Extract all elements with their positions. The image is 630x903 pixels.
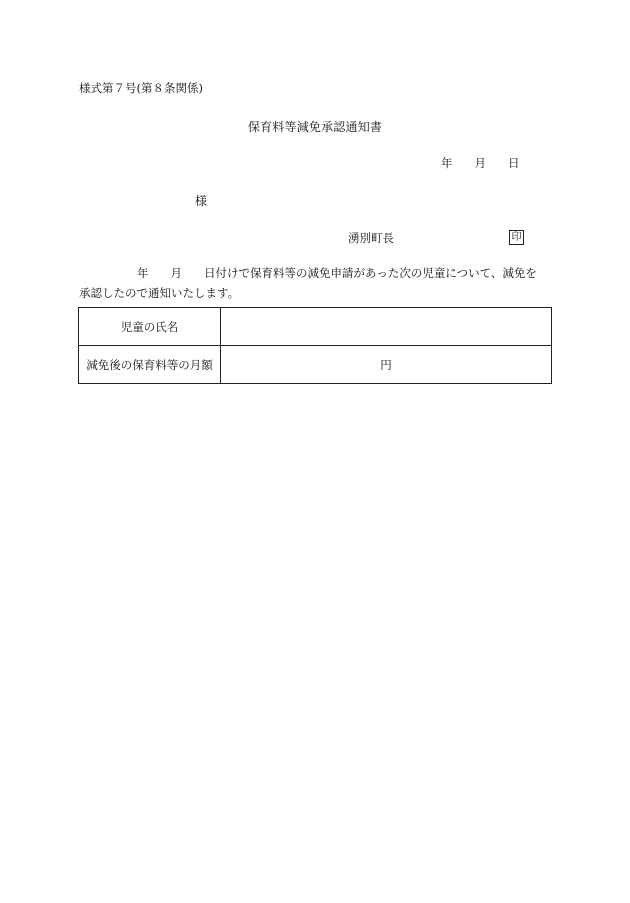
- table-row: [79, 346, 552, 384]
- body-month-label: 月: [170, 266, 182, 280]
- seal-label: 印: [511, 232, 522, 243]
- body-year-label: 年: [137, 266, 149, 280]
- date-month-label: 月: [474, 156, 486, 170]
- table-label-cell: 減免後の保育料等の月額: [79, 346, 221, 384]
- date-line: [441, 156, 520, 170]
- document-title: 保育料等減免承認通知書: [247, 120, 383, 134]
- issuer-name: 湧別町長: [348, 231, 394, 245]
- table-label-cell: 児童の氏名: [79, 308, 221, 346]
- form-number: 様式第７号(第８条関係): [79, 81, 203, 95]
- date-day-label: 日: [508, 156, 520, 170]
- body-line-1: [79, 266, 537, 280]
- body-line-2: 承認したので通知いたします。: [79, 286, 240, 300]
- date-year-label: 年: [441, 156, 453, 170]
- monthly-fee-field[interactable]: 円: [221, 346, 552, 384]
- addressee-suffix: 様: [195, 194, 208, 208]
- body-line-1-text: 日付けで保育料等の減免申請があった次の児童について、減免を: [204, 266, 537, 280]
- seal-stamp: [509, 230, 524, 245]
- info-table: [78, 307, 552, 384]
- table-row: [79, 308, 552, 346]
- child-name-field[interactable]: [221, 308, 552, 346]
